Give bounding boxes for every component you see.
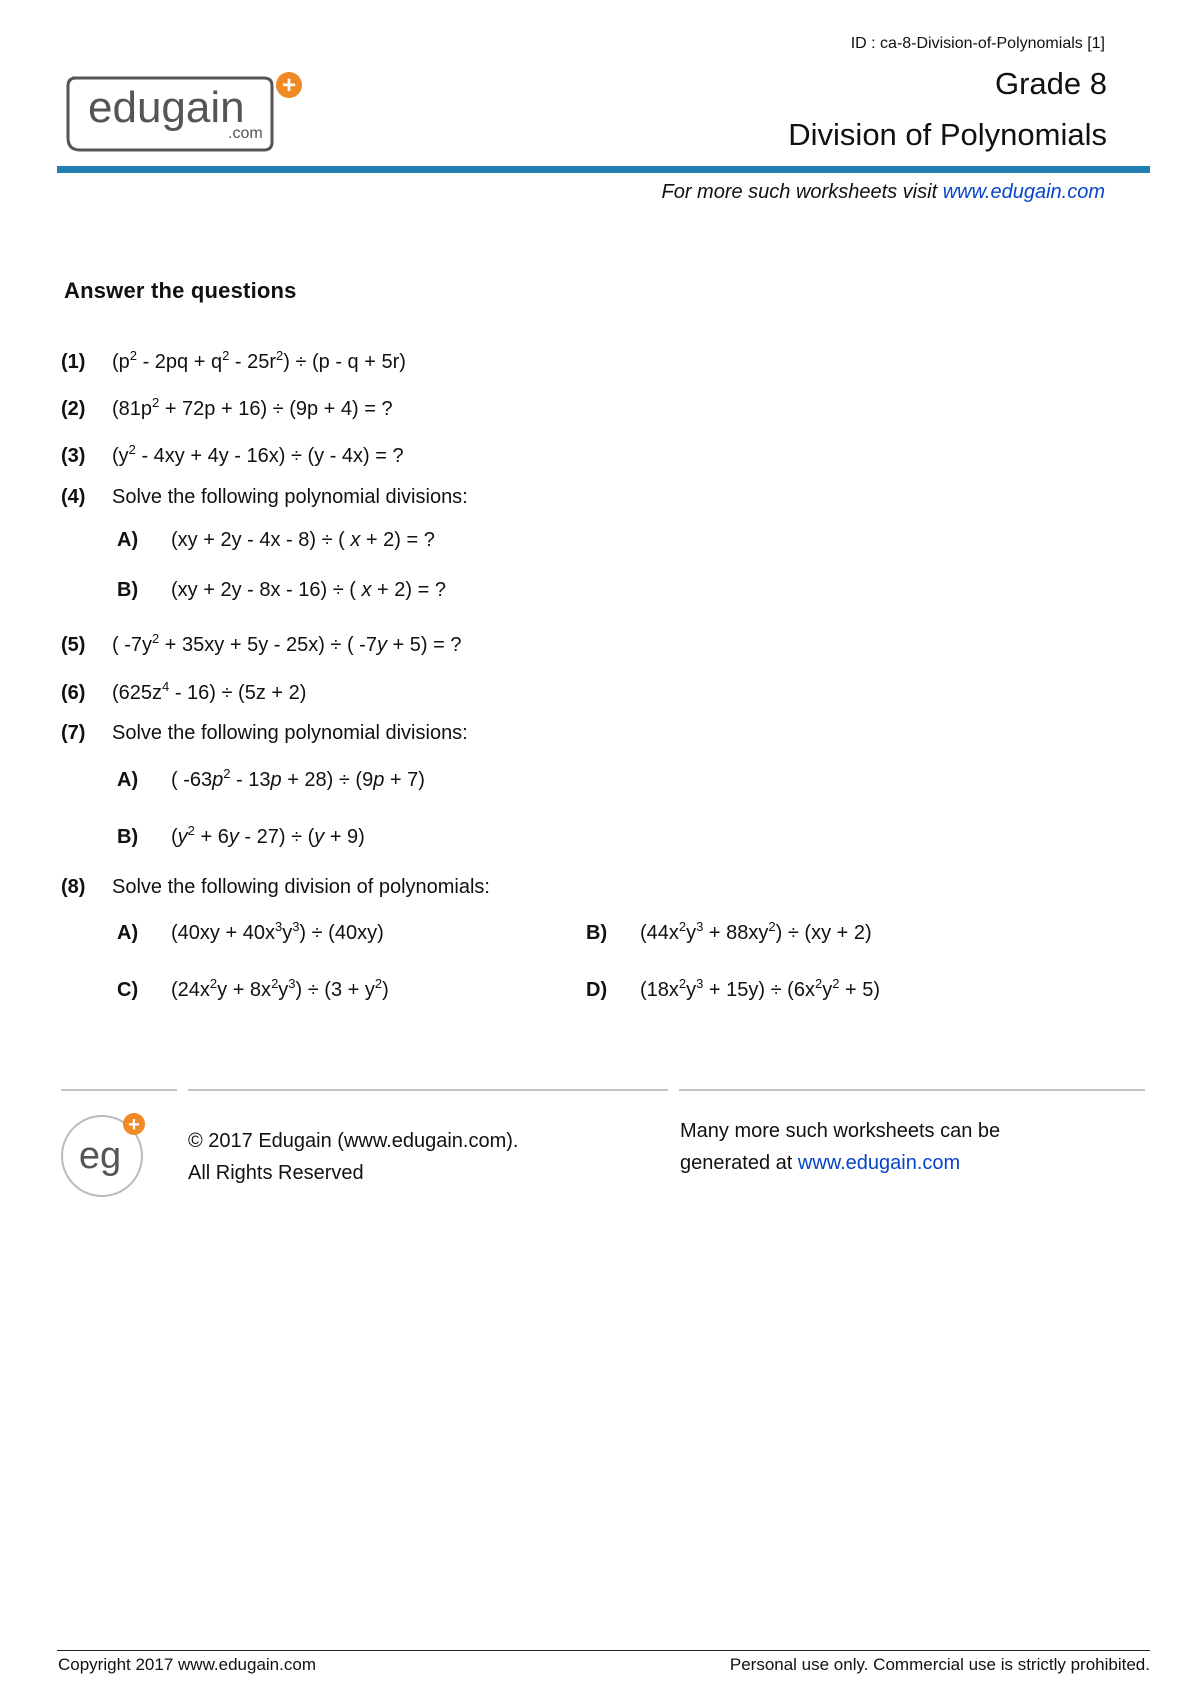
footer-more <box>680 1115 1000 1179</box>
question-number: (8) <box>61 876 86 898</box>
header-divider <box>57 166 1150 173</box>
subpart-label-a: A) <box>117 769 139 791</box>
subpart-label-b: B) <box>117 826 139 848</box>
subpart-label-a: A) <box>117 529 139 551</box>
question-number: (1) <box>61 351 86 373</box>
visit-text: For more such worksheets visit <box>661 181 943 203</box>
footer-divider <box>679 1089 1145 1091</box>
question-text: ( $-7y^2 + 35xy + 5y - 25x$) ÷ ( -7y + 5) = ? <box>112 631 462 656</box>
subpart-label-c: C) <box>117 979 139 1001</box>
subpart-text: $(24x^2y + 8x^2y^3) \div (3 + y^2)$ <box>171 976 389 1001</box>
rights-line: All Rights Reserved <box>188 1162 364 1184</box>
question-text: Solve the following polynomial divisions: <box>112 722 468 744</box>
question-text: $(625z^4 - 16) \div (5z + 2)$ <box>112 679 307 704</box>
footer-divider <box>61 1089 177 1091</box>
question-number: (6) <box>61 682 86 704</box>
subpart-label-a: A) <box>117 922 139 944</box>
more-line-2 <box>680 1147 1000 1179</box>
bottom-copyright: Copyright 2017 www.edugain.com <box>58 1655 316 1674</box>
section-title: Answer the questions <box>64 278 297 303</box>
copyright-line: © 2017 Edugain (www.edugain.com). <box>188 1130 519 1152</box>
visit-link[interactable]: www.edugain.com <box>942 181 1105 203</box>
eg-wordmark: eg <box>78 1135 122 1177</box>
edugain-logo <box>60 72 310 162</box>
logo-plus-icon: + <box>281 72 297 99</box>
question-text: $(y^2 - 4xy + 4y - 16x) \div (y - 4x)$ = ? <box>112 442 404 467</box>
subpart-label-d: D) <box>586 979 608 1001</box>
subpart-label-b: B) <box>586 922 608 944</box>
question-text: $(p^2 - 2pq + q^2 - 25r^2) \div (p - q + 5r)$ <box>112 348 406 373</box>
more-text: generated at <box>680 1152 798 1174</box>
subpart-text: ( $-63p^2 - 13p + 28) \div (9p + 7)$ <box>171 766 425 791</box>
subject-title: Division of Polynomials <box>788 117 1107 152</box>
question-number: (3) <box>61 445 86 467</box>
more-line: Many more such worksheets can be <box>680 1120 1001 1142</box>
visit-line <box>661 181 1105 204</box>
eg-plus-icon: + <box>128 1114 140 1136</box>
logo-wordmark: edugain <box>88 83 245 132</box>
footer-copyright <box>188 1125 518 1189</box>
bottom-divider <box>57 1650 1150 1651</box>
subpart-text: $(18x^2y^3 + 15y) \div (6x^2y^2 + 5)$ <box>640 976 880 1001</box>
footer-divider <box>188 1089 668 1091</box>
question-number: (5) <box>61 634 86 656</box>
question-text: Solve the following division of polynomials: <box>112 876 490 898</box>
subpart-text: $(40xy + 40x^3y^3) \div (40xy)$ <box>171 919 384 944</box>
subpart-text: (xy + 2y - 4x - 8) ÷ ( x + 2) = ? <box>171 529 435 551</box>
logo-domain: .com <box>228 125 263 142</box>
more-link[interactable]: www.edugain.com <box>797 1152 961 1174</box>
subpart-text: (xy + 2y - 8x - 16) ÷ ( x + 2) = ? <box>171 579 446 601</box>
question-number: (2) <box>61 398 86 420</box>
question-text: $(81p^2 + 72p + 16) \div (9p + 4)$ = ? <box>112 395 393 420</box>
document-id: ID : ca-8-Division-of-Polynomials [1] <box>850 35 1105 52</box>
subpart-text: $(44x^2y^3 + 88xy^2) \div (xy + 2)$ <box>640 919 872 944</box>
question-number: (4) <box>61 486 86 508</box>
subpart-text: $(y^2 + 6y - 27) \div (y + 9)$ <box>171 823 365 848</box>
question-number: (7) <box>61 722 86 744</box>
eg-logo <box>60 1110 160 1200</box>
bottom-usage-note: Personal use only. Commercial use is strictly prohibited. <box>729 1655 1150 1674</box>
subpart-label-b: B) <box>117 579 139 601</box>
question-text: Solve the following polynomial divisions: <box>112 486 468 508</box>
grade-title: Grade 8 <box>994 66 1107 101</box>
